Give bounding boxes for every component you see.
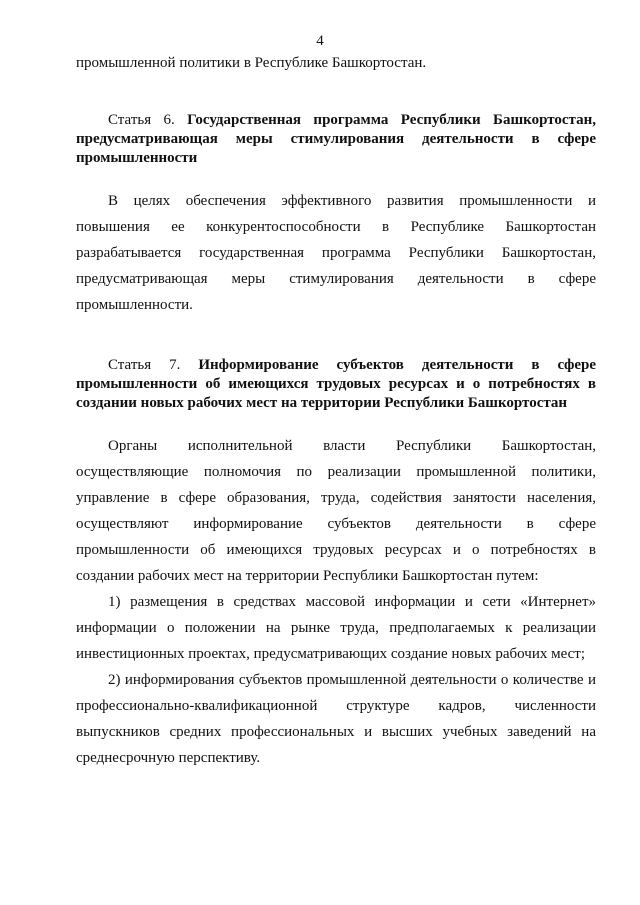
- article-6-title: Государственная программа Республики Башкортостан, предусматривающая меры стимулирования деятельности в сфере промышленности: [76, 112, 596, 166]
- page-content: [76, 50, 596, 771]
- article-6-heading: [76, 111, 596, 168]
- article-7-item-2: 2) информирования субъектов промышленной деятельности о количестве и профессионально-квалификационной структуре кадров, численности выпускников средних профессиональных и высших учебных заведений на среднесрочную перспективу.: [76, 672, 596, 766]
- article-6-paragraph: В целях обеспечения эффективного развития промышленности и повышения ее конкурентоспособности в Республике Башкортостан разрабатывается государственная программа Республики Башкортостан, предусматривающая меры стимулирования деятельности в сфере промышленности.: [76, 193, 596, 313]
- article-7-heading: [76, 356, 596, 413]
- article-7-label: Статья 7.: [108, 357, 181, 373]
- continuation-text: промышленной политики в Республике Башкортостан.: [76, 55, 427, 71]
- article-7-paragraph-1: Органы исполнительной власти Республики Башкортостан, осуществляющие полномочия по реализации промышленной политики, управление в сфере образования, труда, содействия занятости населения, осуществляют информирование субъектов деятельности в сфере промышленности об имеющихся трудовых ресурсах и о потребностях в создании рабочих мест на территории Республики Башкортостан путем:: [76, 438, 596, 584]
- page-number: 4: [316, 33, 324, 49]
- article-6-label: Статья 6.: [108, 112, 175, 128]
- article-7-title: Информирование субъектов деятельности в сфере промышленности об имеющихся трудовых ресурсах и о потребностях в создании новых рабочих мест на территории Республики Башкортостан: [76, 357, 596, 411]
- article-7-item-1: 1) размещения в средствах массовой информации и сети «Интернет» информации о положении на рынке труда, предполагаемых к реализации инвестиционных проектах, предусматривающих создание новых рабочих мест;: [76, 594, 596, 662]
